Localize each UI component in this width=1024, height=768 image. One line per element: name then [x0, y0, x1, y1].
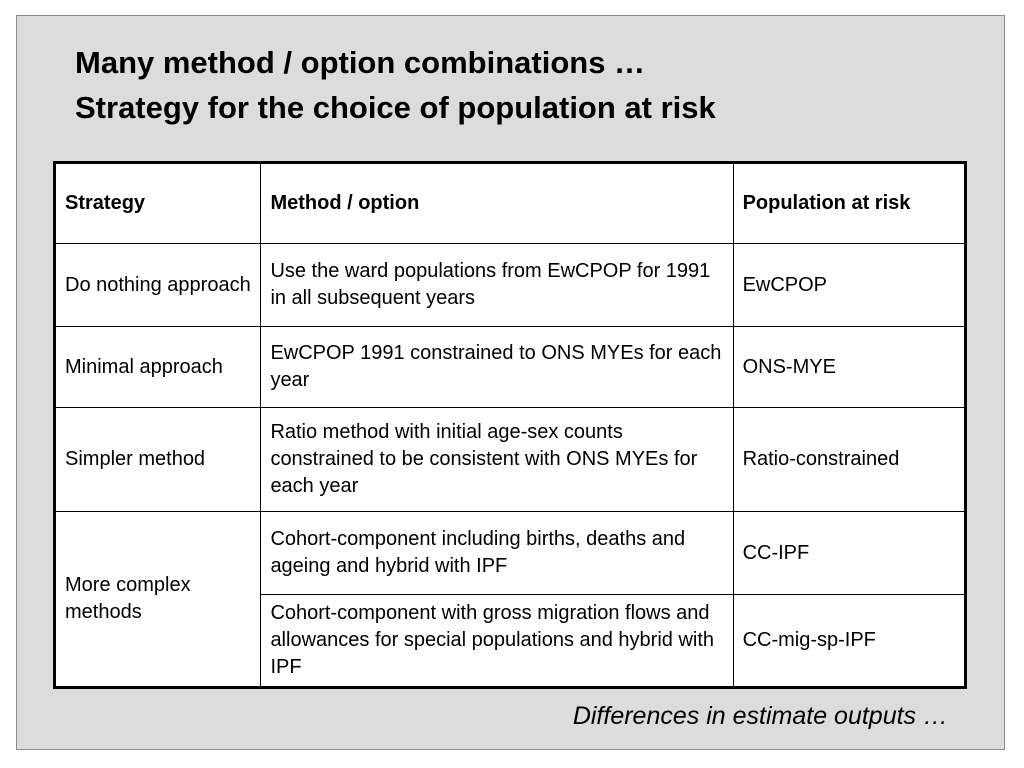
footer-note: Differences in estimate outputs … [572, 702, 948, 730]
cell-population: EwCPOP [733, 244, 965, 327]
table-row [55, 327, 966, 408]
cell-population: CC-mig-sp-IPF [733, 595, 965, 688]
cell-method: Cohort-component with gross migration flows and allowances for special populations and hybrid with IPF [261, 595, 733, 688]
cell-method: Use the ward populations from EwCPOP for 1991 in all subsequent years [261, 244, 733, 327]
header-method: Method / option [261, 163, 733, 244]
cell-strategy: Do nothing approach [55, 244, 261, 327]
header-population: Population at risk [733, 163, 965, 244]
cell-method: Cohort-component including births, deaths and ageing and hybrid with IPF [261, 512, 733, 595]
title-line-2: Strategy for the choice of population at risk [75, 90, 716, 125]
cell-method: EwCPOP 1991 constrained to ONS MYEs for each year [261, 327, 733, 408]
cell-strategy: Simpler method [55, 408, 261, 512]
cell-population: ONS-MYE [733, 327, 965, 408]
cell-strategy: More complex methods [55, 512, 261, 688]
strategy-table [53, 161, 967, 689]
title-line-1: Many method / option combinations … [75, 45, 646, 80]
table-row [55, 244, 966, 327]
cell-strategy: Minimal approach [55, 327, 261, 408]
cell-method: Ratio method with initial age-sex counts constrained to be consistent with ONS MYEs for each year [261, 408, 733, 512]
table-row [55, 408, 966, 512]
header-strategy: Strategy [55, 163, 261, 244]
cell-population: CC-IPF [733, 512, 965, 595]
slide [16, 15, 1005, 750]
table-header-row [55, 163, 966, 244]
cell-population: Ratio-constrained [733, 408, 965, 512]
table-row [55, 512, 966, 595]
slide-title [75, 40, 716, 130]
